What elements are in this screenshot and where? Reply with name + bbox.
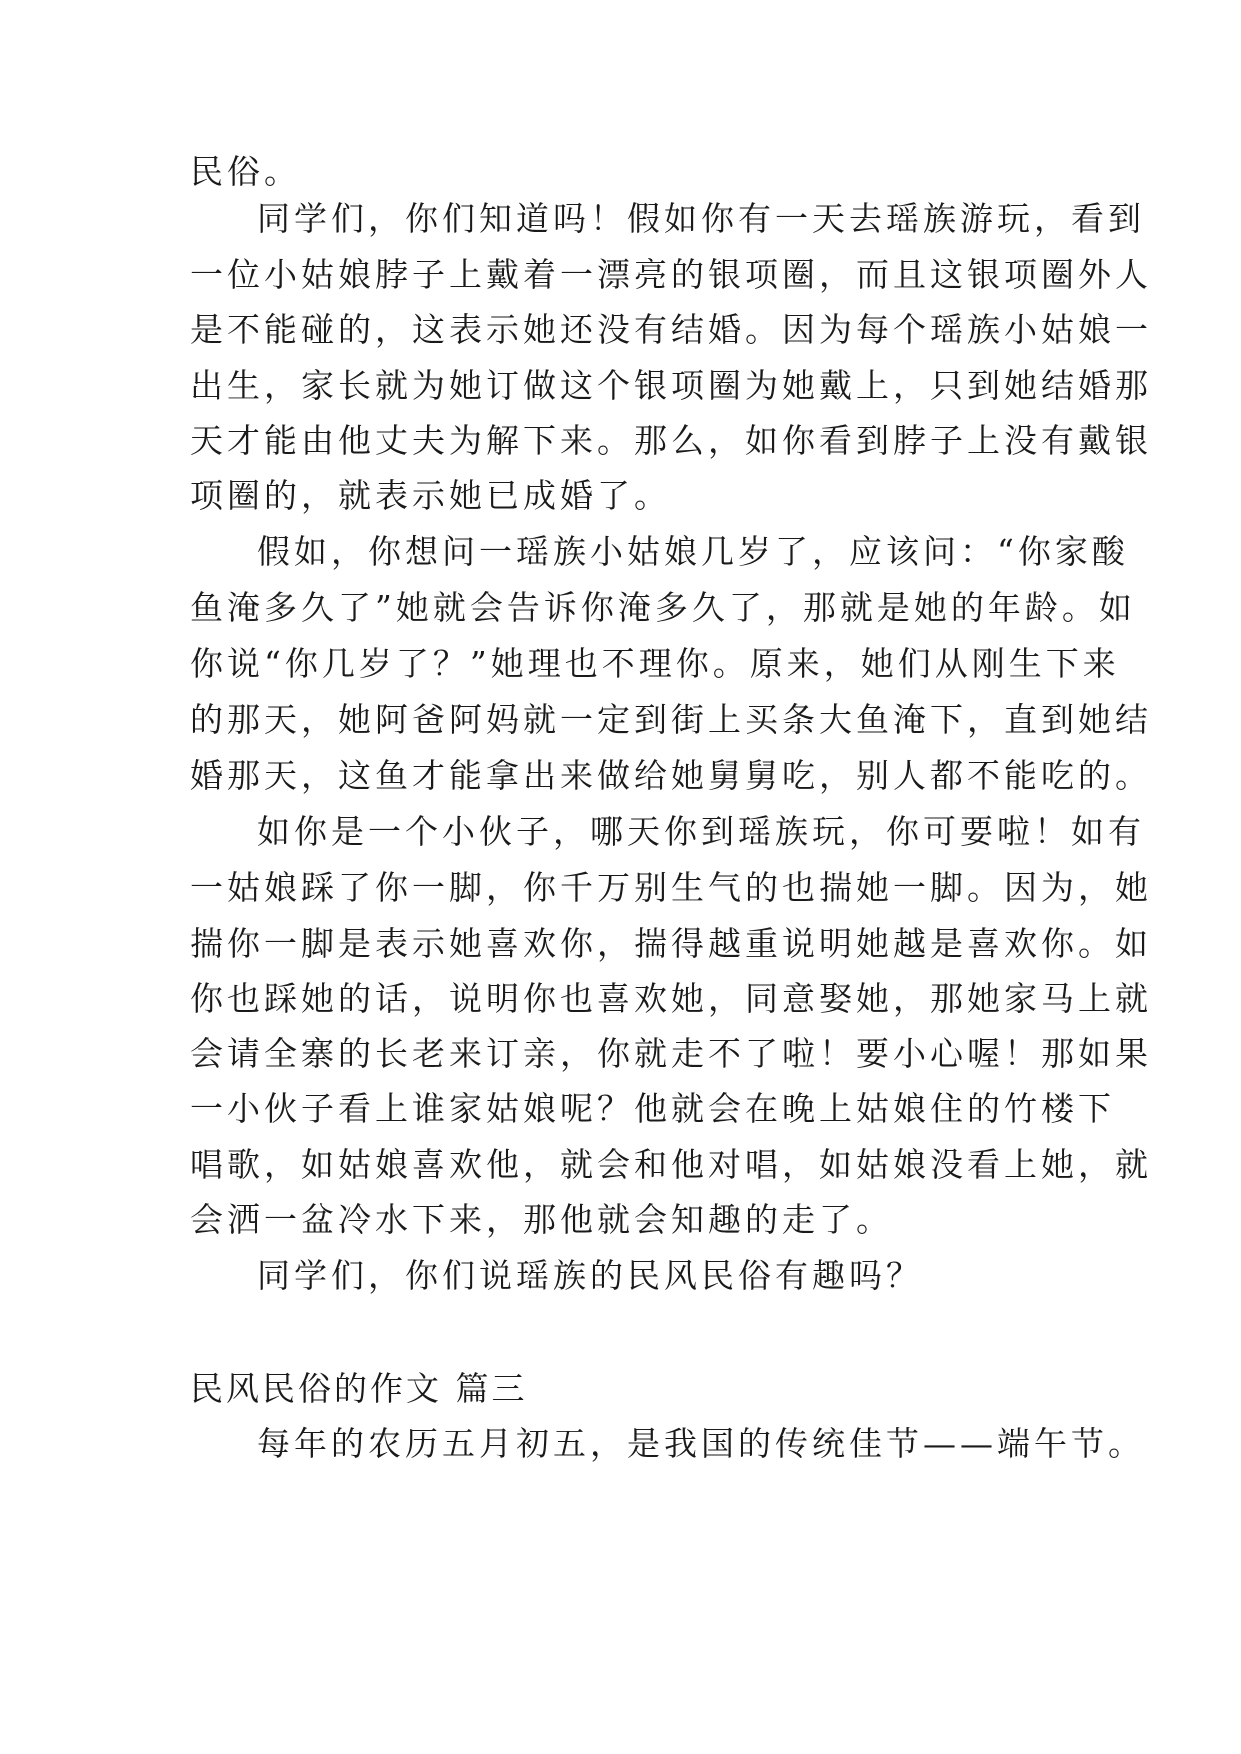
paragraph-start: 如你是一个小伙子，哪天你到瑶族玩，你可要啦！如有: [257, 812, 1145, 851]
text-line: 天才能由他丈夫为解下来。那么，如你看到脖子上没有戴银: [190, 421, 1152, 460]
text-line: 的那天，她阿爸阿妈就一定到街上买条大鱼淹下，直到她结: [190, 700, 1152, 739]
text-line: 会请全寨的长老来订亲，你就走不了啦！要小心喔！那如果: [190, 1034, 1152, 1073]
text-line: 一位小姑娘脖子上戴着一漂亮的银项圈，而且这银项圈外人: [190, 255, 1152, 294]
text-line: 唱歌，如姑娘喜欢他，就会和他对唱，如姑娘没看上她，就: [190, 1145, 1152, 1184]
section-heading: 民风民俗的作文 篇三: [190, 1369, 528, 1408]
text-line: 出生，家长就为她订做这个银项圈为她戴上，只到她结婚那: [190, 366, 1152, 405]
text-line: 一姑娘踩了你一脚，你千万别生气的也揣她一脚。因为，她: [190, 868, 1152, 907]
text-line: 民俗。: [190, 152, 301, 191]
paragraph-start: 假如，你想问一瑶族小姑娘几岁了，应该问：“你家酸: [257, 532, 1129, 571]
paragraph-start: 同学们，你们知道吗！假如你有一天去瑶族游玩，看到: [257, 199, 1145, 238]
text-line: 项圈的，就表示她已成婚了。: [190, 476, 671, 515]
paragraph-start: 每年的农历五月初五，是我国的传统佳节——端午节。: [257, 1424, 1145, 1463]
text-line: 你也踩她的话，说明你也喜欢她，同意娶她，那她家马上就: [190, 979, 1152, 1018]
text-line: 一小伙子看上谁家姑娘呢？他就会在晚上姑娘住的竹楼下: [190, 1089, 1115, 1128]
text-line: 鱼淹多久了”她就会告诉你淹多久了，那就是她的年龄。如: [190, 588, 1136, 627]
text-line: 会洒一盆冷水下来，那他就会知趣的走了。: [190, 1200, 893, 1239]
text-line: 是不能碰的，这表示她还没有结婚。因为每个瑶族小姑娘一: [190, 310, 1152, 349]
paragraph-start: 同学们，你们说瑶族的民风民俗有趣吗？: [257, 1256, 923, 1295]
text-line: 你说“你几岁了？”她理也不理你。原来，她们从刚生下来: [190, 644, 1120, 683]
text-line: 揣你一脚是表示她喜欢你，揣得越重说明她越是喜欢你。如: [190, 924, 1152, 963]
text-line: 婚那天，这鱼才能拿出来做给她舅舅吃，别人都不能吃的。: [190, 756, 1152, 795]
